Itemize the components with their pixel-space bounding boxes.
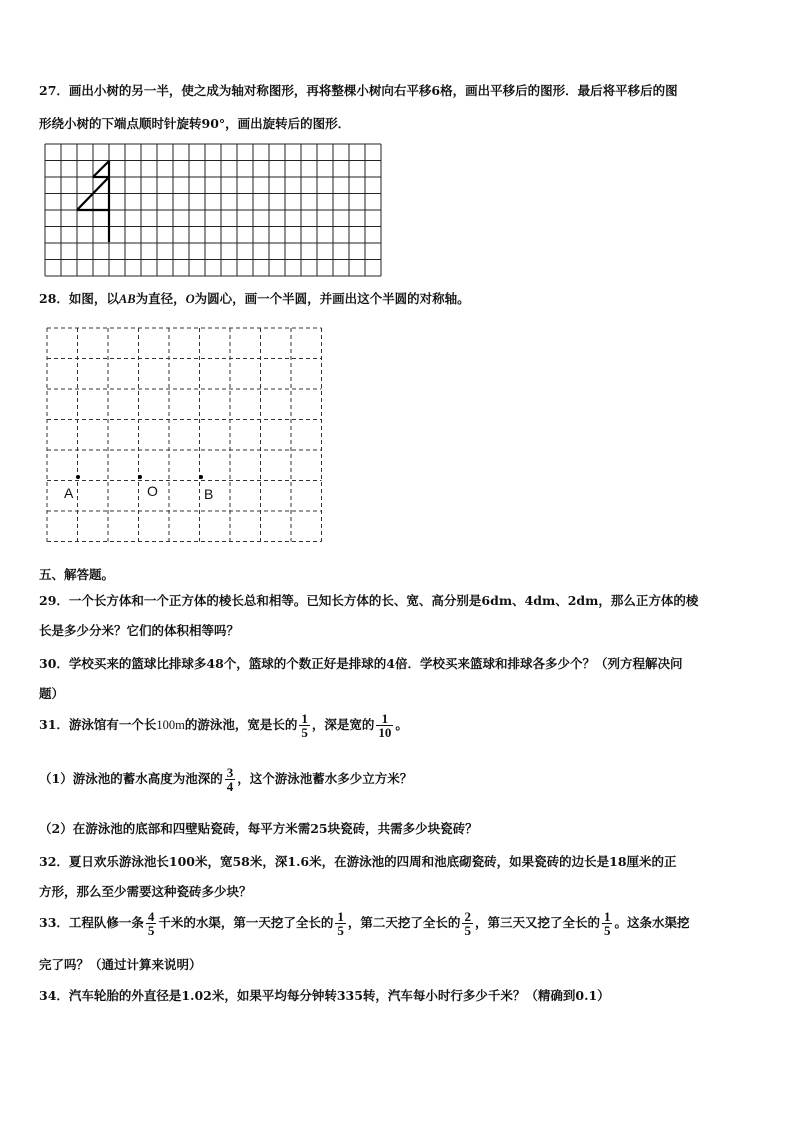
q32-text-line2: 方形，那么至少需要这种瓷砖多少块？ <box>39 884 252 899</box>
q28-dashed-grid-figure <box>44 326 326 542</box>
q33-text-part1: 33．工程队修一条 <box>39 915 144 930</box>
q31-text <box>39 712 408 739</box>
q33-text-part4: ，第三天又挖了全长的 <box>474 915 600 930</box>
q28-label-ab: AB <box>118 292 136 306</box>
q31-fraction-2: $\frac{1}{10}$ <box>378 711 392 740</box>
q32-text-line1: 32．夏日欢乐游泳池长100米，宽58米，深1.6米，在游泳池的四周和池底砌瓷砖，如果瓷砖的边长是18厘米的正 <box>39 854 677 869</box>
q28-dashed-grid <box>47 328 322 542</box>
point-b-label: B <box>204 486 214 502</box>
point-b-dot <box>199 475 203 479</box>
section-5-heading: 五、解答题。 <box>39 567 115 582</box>
q27-text-line1: 27．画出小树的另一半，使之成为轴对称图形，再将整棵小树向右平移6格，画出平移后的图形．最后将平移后的图 <box>39 83 678 98</box>
q28-text-part3: 为圆心，画一个半圆，并画出这个半圆的对称轴。 <box>194 291 470 306</box>
q33-text-part5: 。这条水渠挖 <box>614 915 690 930</box>
q31-text-part1: 31．游泳馆有一个长 <box>39 717 157 732</box>
q33-text-line2: 完了吗？（通过计算来说明） <box>39 957 202 972</box>
q31-fraction-3: $\frac{3}{4}$ <box>226 765 234 794</box>
q28-label-o: O <box>185 292 195 306</box>
tree-upper-branch <box>93 161 109 177</box>
q31-sub1-part2: ，这个游泳池蓄水多少立方米？ <box>237 771 413 786</box>
q33-fraction-4: $\frac{1}{5}$ <box>603 909 611 938</box>
q31-sub1-part1: （1）游泳池的蓄水高度为池深的 <box>39 771 223 786</box>
q31-text-part4: 。 <box>395 717 408 732</box>
q31-text-part3: ，深是宽的 <box>311 717 375 732</box>
q30-text-line1: 30．学校买来的篮球比排球多48个，篮球的个数正好是排球的4倍．学校买来篮球和排球各多少个？（列方程解决问 <box>39 656 683 671</box>
q34-text: 34．汽车轮胎的外直径是1.02米，如果平均每分钟转335转，汽车每小时行多少千米？（精确到0.1） <box>39 988 610 1003</box>
q27-text-line2: 形绕小树的下端点顺时针旋转90°，画出旋转后的图形． <box>39 116 351 131</box>
q29-text-line1: 29．一个长方体和一个正方体的棱长总和相等。已知长方体的长、宽、高分别是6dm、4dm、2dm，那么正方体的棱 <box>39 593 699 608</box>
point-o-label: O <box>147 483 158 499</box>
point-o-dot <box>138 475 142 479</box>
q31-fraction-1: $\frac{1}{5}$ <box>301 711 308 740</box>
q33-text-part3: ，第二天挖了全长的 <box>347 915 461 930</box>
q28-text <box>39 290 470 308</box>
q29-text-line2: 长是多少分米？它们的体积相等吗？ <box>39 623 240 638</box>
q33-text <box>39 910 689 937</box>
point-a-dot <box>76 475 80 479</box>
q31-sub2-text: （2）在游泳池的底部和四壁贴瓷砖，每平方米需25块瓷砖，共需多少块瓷砖？ <box>39 821 478 836</box>
q28-text-part1: 28．如图，以 <box>39 291 119 306</box>
q33-fraction-2: $\frac{1}{5}$ <box>337 909 344 938</box>
point-a-label: A <box>64 485 74 501</box>
q27-grid-figure <box>44 143 384 279</box>
q33-fraction-3: $\frac{2}{5}$ <box>464 909 471 938</box>
q31-text-part2: 的游泳池，宽是长的 <box>184 717 298 732</box>
q33-text-part2: 千米的水渠，第一天挖了全长的 <box>158 915 334 930</box>
q30-text-line2: 题） <box>39 686 65 701</box>
q28-text-part2: 为直径， <box>135 291 186 306</box>
q31-length-value: 100m <box>156 718 185 732</box>
q31-sub1-text <box>39 766 412 793</box>
q33-fraction-1: $\frac{4}{5}$ <box>147 909 155 938</box>
